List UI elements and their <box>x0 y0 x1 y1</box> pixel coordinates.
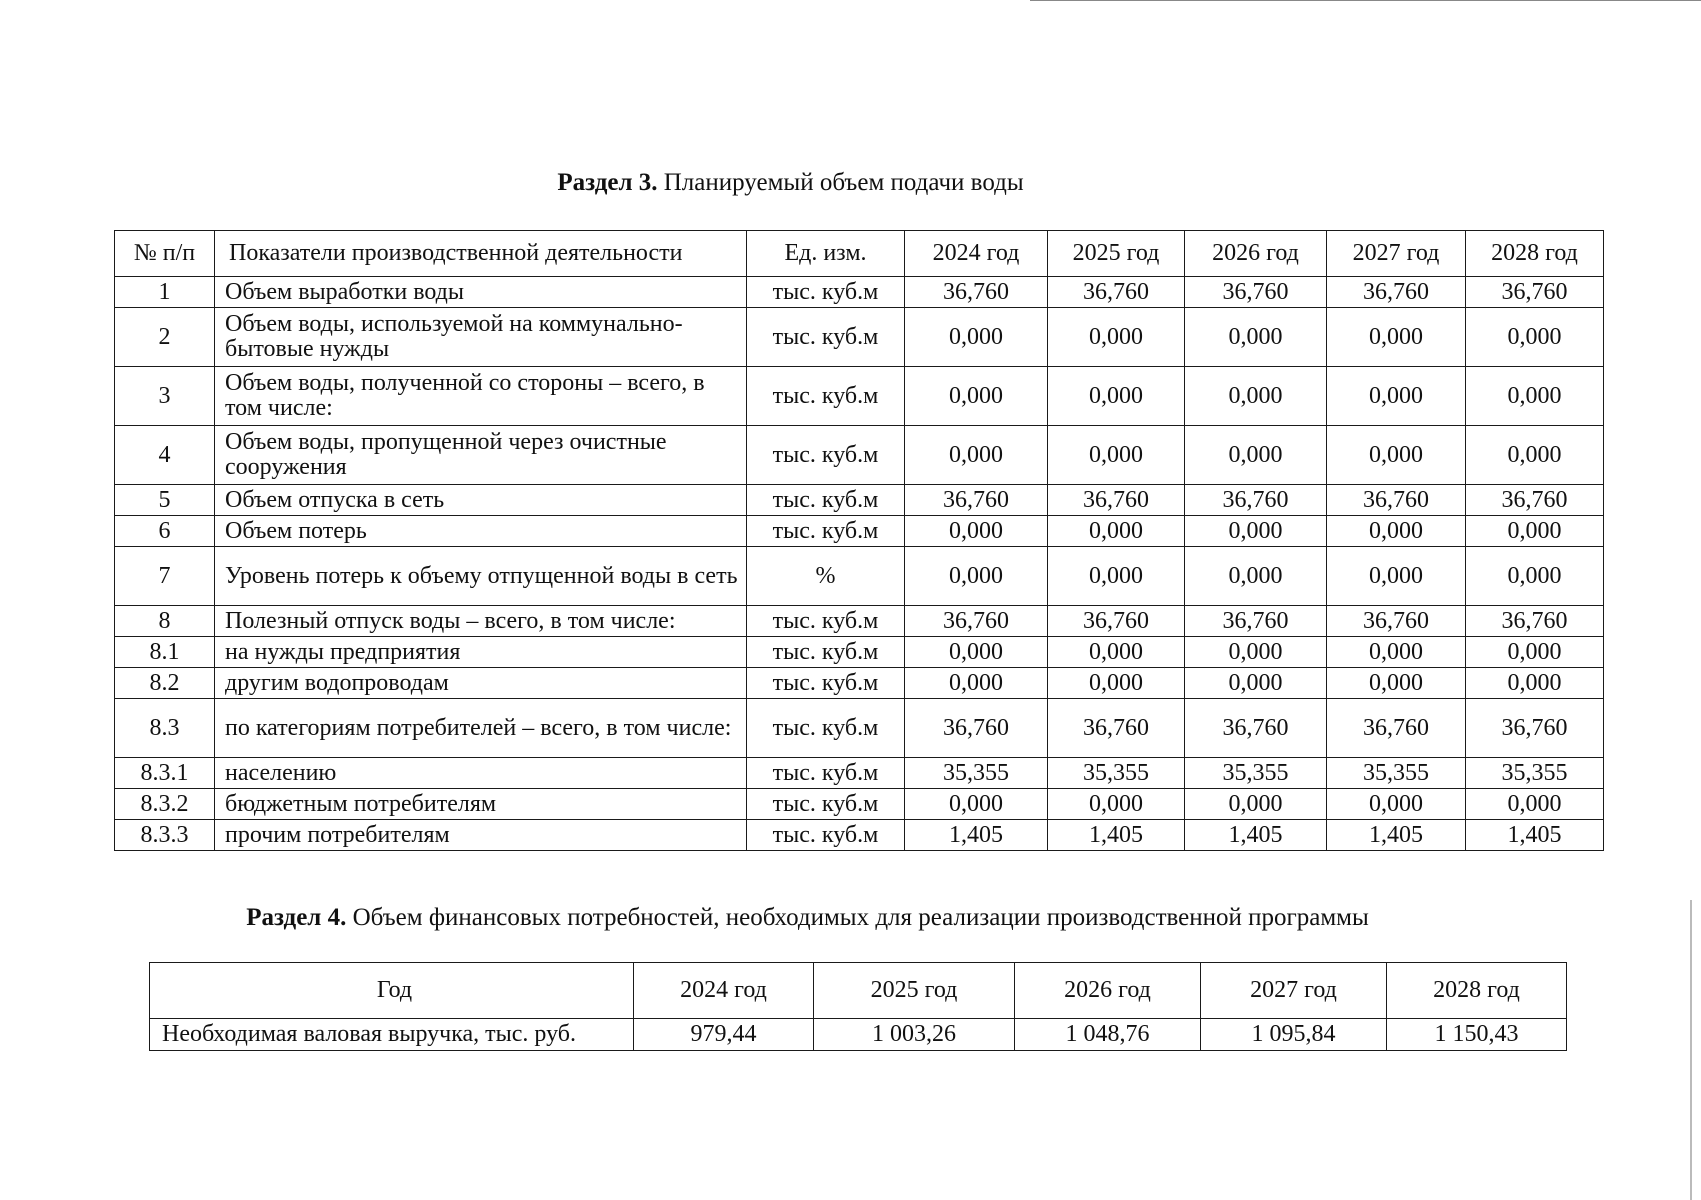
row-indicator: Объем воды, пропущенной через очистные сооружения <box>215 426 747 485</box>
row-number: 3 <box>115 367 215 426</box>
table-row <box>115 426 1604 485</box>
row-value: 36,760 <box>1185 606 1327 637</box>
fin-header-year: 2024 год <box>634 963 814 1019</box>
fin-value: 1 003,26 <box>814 1019 1015 1051</box>
row-value: 1,405 <box>1327 820 1466 851</box>
row-indicator: Объем воды, полученной со стороны – всего, в том числе: <box>215 367 747 426</box>
financial-needs-table <box>149 962 1567 1051</box>
row-value: 35,355 <box>1048 758 1185 789</box>
row-value: 36,760 <box>1048 699 1185 758</box>
row-unit: тыс. куб.м <box>747 516 905 547</box>
row-value: 0,000 <box>1048 367 1185 426</box>
row-value: 36,760 <box>905 277 1048 308</box>
row-unit: тыс. куб.м <box>747 668 905 699</box>
row-value: 36,760 <box>1466 699 1604 758</box>
row-number: 6 <box>115 516 215 547</box>
row-value: 0,000 <box>1185 547 1327 606</box>
table-row <box>115 516 1604 547</box>
scan-edge-line <box>1690 900 1692 1200</box>
header-indicator: Показатели производственной деятельности <box>215 231 747 277</box>
row-number: 1 <box>115 277 215 308</box>
row-unit: тыс. куб.м <box>747 637 905 668</box>
fin-value: 1 150,43 <box>1387 1019 1567 1051</box>
row-indicator: Объем потерь <box>215 516 747 547</box>
row-value: 0,000 <box>1466 789 1604 820</box>
row-unit: тыс. куб.м <box>747 485 905 516</box>
fin-revenue-row <box>150 1019 1567 1051</box>
row-value: 36,760 <box>1327 485 1466 516</box>
row-indicator: другим водопроводам <box>215 668 747 699</box>
table-header-row <box>115 231 1604 277</box>
row-value: 0,000 <box>1048 637 1185 668</box>
fin-header-year-label: Год <box>150 963 634 1019</box>
row-value: 0,000 <box>1048 516 1185 547</box>
row-indicator: Объем воды, используемой на коммунально-бытовые нужды <box>215 308 747 367</box>
section3-heading-text: Планируемый объем подачи воды <box>657 169 1024 196</box>
row-value: 1,405 <box>1185 820 1327 851</box>
header-year: 2025 год <box>1048 231 1185 277</box>
table-row <box>115 547 1604 606</box>
row-value: 36,760 <box>1466 485 1604 516</box>
section4-heading-bold: Раздел 4. <box>246 904 347 931</box>
header-num: № п/п <box>115 231 215 277</box>
section4-heading-text: Объем финансовых потребностей, необходимых для реализации производственной программы <box>346 904 1369 931</box>
row-value: 0,000 <box>1327 637 1466 668</box>
row-value: 36,760 <box>905 606 1048 637</box>
table-row <box>115 277 1604 308</box>
production-indicators-table <box>114 230 1604 851</box>
fin-header-year: 2028 год <box>1387 963 1567 1019</box>
section3-heading <box>0 168 1641 198</box>
table-row <box>115 485 1604 516</box>
row-number: 8.2 <box>115 668 215 699</box>
row-value: 36,760 <box>1048 485 1185 516</box>
row-unit: тыс. куб.м <box>747 277 905 308</box>
row-unit: тыс. куб.м <box>747 820 905 851</box>
row-value: 36,760 <box>1048 277 1185 308</box>
row-value: 0,000 <box>1048 547 1185 606</box>
row-value: 0,000 <box>1185 516 1327 547</box>
page-top-edge-line <box>1030 0 1701 1</box>
row-value: 36,760 <box>1327 606 1466 637</box>
row-value: 0,000 <box>1185 668 1327 699</box>
fin-row-label: Необходимая валовая выручка, тыс. руб. <box>150 1019 634 1051</box>
table-row <box>115 668 1604 699</box>
row-value: 36,760 <box>1466 606 1604 637</box>
row-value: 0,000 <box>905 637 1048 668</box>
row-value: 0,000 <box>1327 789 1466 820</box>
row-value: 0,000 <box>905 668 1048 699</box>
row-value: 0,000 <box>905 789 1048 820</box>
row-value: 36,760 <box>1048 606 1185 637</box>
row-number: 2 <box>115 308 215 367</box>
header-unit: Ед. изм. <box>747 231 905 277</box>
row-value: 36,760 <box>1466 277 1604 308</box>
row-value: 1,405 <box>1466 820 1604 851</box>
row-value: 0,000 <box>1048 426 1185 485</box>
row-value: 0,000 <box>1327 308 1466 367</box>
row-number: 8.3.3 <box>115 820 215 851</box>
row-indicator: бюджетным потребителям <box>215 789 747 820</box>
row-number: 5 <box>115 485 215 516</box>
row-number: 7 <box>115 547 215 606</box>
row-value: 0,000 <box>1048 789 1185 820</box>
row-unit: тыс. куб.м <box>747 758 905 789</box>
header-year: 2024 год <box>905 231 1048 277</box>
row-value: 36,760 <box>905 485 1048 516</box>
row-indicator: по категориям потребителей – всего, в том числе: <box>215 699 747 758</box>
row-number: 8.3.2 <box>115 789 215 820</box>
row-value: 0,000 <box>1466 547 1604 606</box>
row-indicator: на нужды предприятия <box>215 637 747 668</box>
row-value: 1,405 <box>1048 820 1185 851</box>
row-value: 0,000 <box>1185 789 1327 820</box>
row-number: 8.3.1 <box>115 758 215 789</box>
fin-header-year: 2027 год <box>1201 963 1387 1019</box>
row-value: 0,000 <box>905 547 1048 606</box>
row-unit: тыс. куб.м <box>747 606 905 637</box>
row-number: 8.3 <box>115 699 215 758</box>
row-value: 1,405 <box>905 820 1048 851</box>
row-value: 0,000 <box>1466 308 1604 367</box>
row-value: 36,760 <box>1185 277 1327 308</box>
table-row <box>115 606 1604 637</box>
row-value: 0,000 <box>1048 668 1185 699</box>
row-unit: % <box>747 547 905 606</box>
row-unit: тыс. куб.м <box>747 367 905 426</box>
row-value: 0,000 <box>1327 668 1466 699</box>
row-unit: тыс. куб.м <box>747 308 905 367</box>
row-unit: тыс. куб.м <box>747 699 905 758</box>
fin-header-year: 2026 год <box>1015 963 1201 1019</box>
row-indicator: Объем отпуска в сеть <box>215 485 747 516</box>
fin-value: 1 095,84 <box>1201 1019 1387 1051</box>
row-value: 0,000 <box>1466 668 1604 699</box>
row-number: 8 <box>115 606 215 637</box>
table-row <box>115 820 1604 851</box>
table-row <box>115 308 1604 367</box>
row-value: 36,760 <box>1327 277 1466 308</box>
row-indicator: населению <box>215 758 747 789</box>
row-value: 0,000 <box>905 516 1048 547</box>
row-value: 0,000 <box>905 367 1048 426</box>
row-number: 4 <box>115 426 215 485</box>
section4-heading <box>0 903 1658 933</box>
header-year: 2027 год <box>1327 231 1466 277</box>
row-value: 36,760 <box>1185 699 1327 758</box>
fin-value: 979,44 <box>634 1019 814 1051</box>
row-value: 0,000 <box>1466 426 1604 485</box>
header-year: 2026 год <box>1185 231 1327 277</box>
row-value: 0,000 <box>1048 308 1185 367</box>
row-value: 0,000 <box>905 426 1048 485</box>
row-unit: тыс. куб.м <box>747 426 905 485</box>
table-row <box>115 758 1604 789</box>
fin-header-year: 2025 год <box>814 963 1015 1019</box>
row-value: 0,000 <box>1185 637 1327 668</box>
row-unit: тыс. куб.м <box>747 789 905 820</box>
row-value: 0,000 <box>1327 547 1466 606</box>
row-value: 0,000 <box>1327 516 1466 547</box>
row-value: 36,760 <box>905 699 1048 758</box>
fin-value: 1 048,76 <box>1015 1019 1201 1051</box>
table-row <box>115 367 1604 426</box>
row-value: 0,000 <box>1185 367 1327 426</box>
row-value: 36,760 <box>1327 699 1466 758</box>
header-year: 2028 год <box>1466 231 1604 277</box>
row-value: 35,355 <box>905 758 1048 789</box>
table-row <box>115 637 1604 668</box>
row-value: 0,000 <box>905 308 1048 367</box>
row-indicator: Полезный отпуск воды – всего, в том числе: <box>215 606 747 637</box>
row-indicator: прочим потребителям <box>215 820 747 851</box>
row-value: 0,000 <box>1466 367 1604 426</box>
row-value: 0,000 <box>1185 308 1327 367</box>
row-number: 8.1 <box>115 637 215 668</box>
row-value: 35,355 <box>1466 758 1604 789</box>
section3-heading-bold: Раздел 3. <box>557 169 658 196</box>
row-indicator: Объем выработки воды <box>215 277 747 308</box>
table-row <box>115 789 1604 820</box>
row-value: 36,760 <box>1185 485 1327 516</box>
row-value: 0,000 <box>1466 637 1604 668</box>
row-indicator: Уровень потерь к объему отпущенной воды в сеть <box>215 547 747 606</box>
row-value: 0,000 <box>1466 516 1604 547</box>
row-value: 35,355 <box>1327 758 1466 789</box>
row-value: 0,000 <box>1327 426 1466 485</box>
fin-header-row <box>150 963 1567 1019</box>
table-row <box>115 699 1604 758</box>
row-value: 35,355 <box>1185 758 1327 789</box>
row-value: 0,000 <box>1185 426 1327 485</box>
row-value: 0,000 <box>1327 367 1466 426</box>
